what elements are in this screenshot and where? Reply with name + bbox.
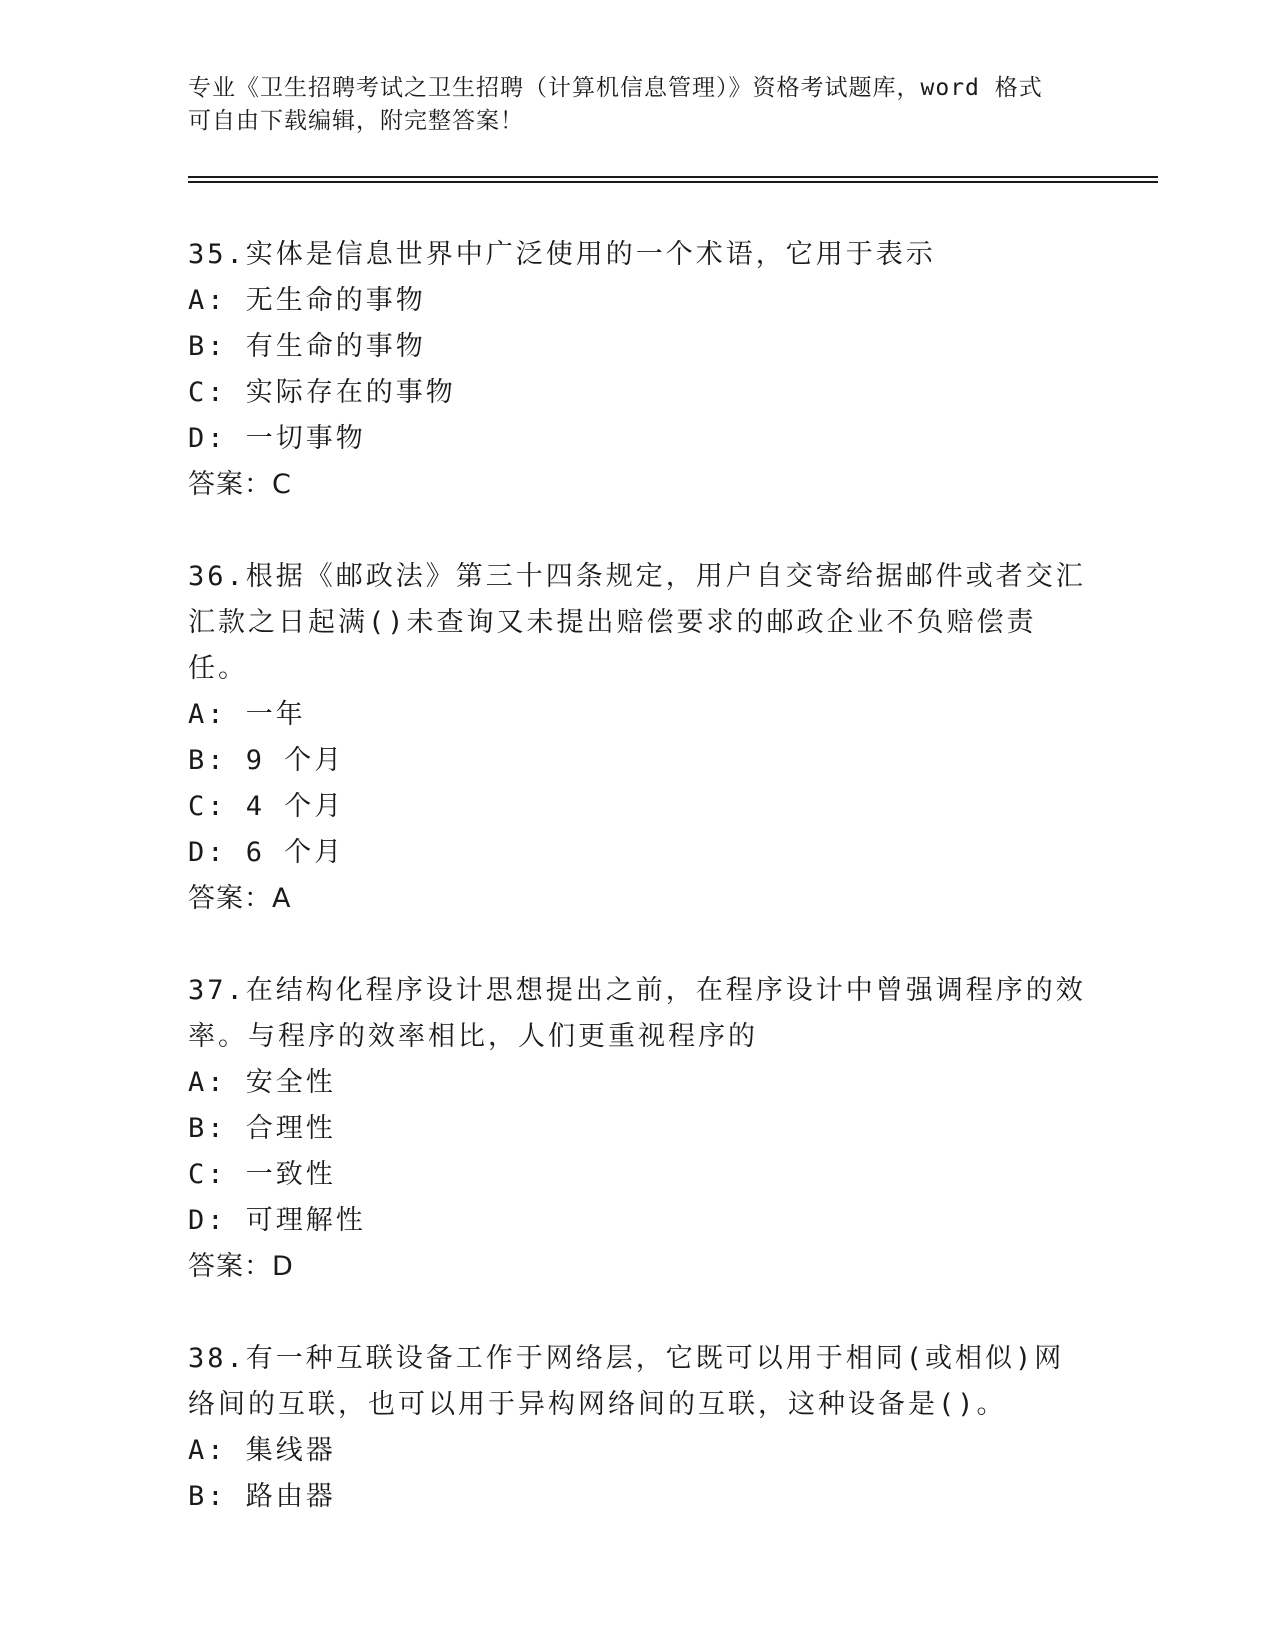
option-b: B: 合理性 [188, 1113, 336, 1144]
option-d: D: 6 个月 [188, 837, 345, 868]
option-b: B: 有生命的事物 [188, 331, 426, 362]
option-d: D: 一切事物 [188, 423, 366, 454]
question-38 [188, 1336, 1088, 1520]
header-line-1: 专业《卫生招聘考试之卫生招聘（计算机信息管理）》资格考试题库，word 格式 [188, 75, 1043, 101]
option-a: A: 安全性 [188, 1067, 336, 1098]
option-a: A: 集线器 [188, 1435, 336, 1466]
question-37 [188, 968, 1088, 1290]
option-a: A: 无生命的事物 [188, 285, 426, 316]
option-c: C: 一致性 [188, 1159, 336, 1190]
question-stem: 35.实体是信息世界中广泛使用的一个术语，它用于表示 [188, 239, 936, 270]
header-divider-double [188, 181, 1158, 183]
question-stem: 37.在结构化程序设计思想提出之前，在程序设计中曾强调程序的效率。与程序的效率相比，人们更重视程序的 [188, 975, 1086, 1052]
question-stem: 38.有一种互联设备工作于网络层，它既可以用于相同(或相似)网络间的互联，也可以用于异构网络间的互联，这种设备是()。 [188, 1343, 1065, 1420]
option-c: C: 4 个月 [188, 791, 345, 822]
option-c: C: 实际存在的事物 [188, 377, 456, 408]
answer-line: 答案：C [188, 469, 292, 500]
header-line-2: 可自由下载编辑，附完整答案！ [188, 108, 524, 134]
question-stem: 36.根据《邮政法》第三十四条规定，用户自交寄给据邮件或者交汇汇款之日起满()未查询又未提出赔偿要求的邮政企业不负赔偿责任。 [188, 561, 1086, 684]
question-35 [188, 232, 1088, 508]
header-divider [188, 176, 1158, 178]
option-b: B: 路由器 [188, 1481, 336, 1512]
option-b: B: 9 个月 [188, 745, 345, 776]
question-list [188, 232, 1088, 1566]
answer-line: 答案：A [188, 883, 292, 914]
option-d: D: 可理解性 [188, 1205, 366, 1236]
question-36 [188, 554, 1088, 922]
document-header [188, 72, 1088, 138]
answer-line: 答案：D [188, 1251, 294, 1282]
option-a: A: 一年 [188, 699, 306, 730]
